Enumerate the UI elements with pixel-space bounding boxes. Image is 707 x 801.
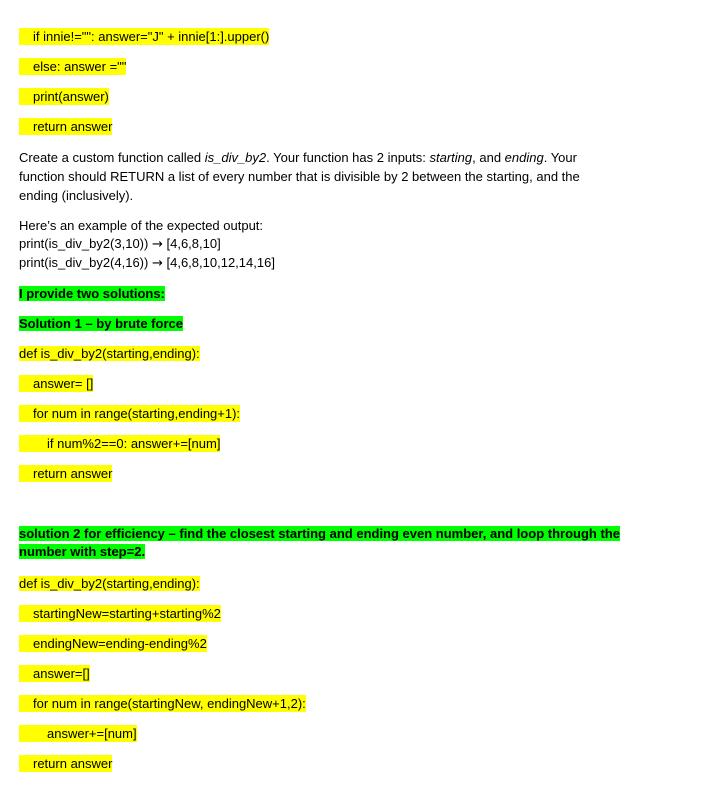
solution2-title-text: solution 2 for efficiency – find the closest starting and ending even number, and loop through the — [19, 526, 620, 541]
prompt-text: . Your function has 2 inputs: — [266, 150, 430, 165]
code-line — [19, 28, 269, 45]
example-block — [19, 217, 619, 273]
code-line — [19, 755, 112, 772]
prompt-paragraph — [19, 148, 619, 205]
code-text: def is_div_by2(starting,ending): — [19, 346, 200, 361]
code-line — [19, 725, 137, 742]
code-text: answer+=[num] — [19, 725, 137, 742]
code-line — [19, 88, 109, 105]
solutions-intro — [19, 285, 165, 302]
code-line — [19, 375, 93, 392]
solution2-title-text: number with step=2. — [19, 544, 146, 559]
code-text: endingNew=ending-ending%2 — [19, 635, 207, 652]
code-text: print(answer) — [19, 88, 109, 105]
code-text: startingNew=starting+starting%2 — [19, 605, 221, 622]
code-line — [19, 665, 90, 682]
solution1-title-text: Solution 1 – by brute force — [19, 316, 183, 331]
example-heading: Here’s an example of the expected output: — [19, 218, 264, 233]
arg-name: starting — [429, 150, 473, 165]
code-text: answer=[] — [19, 665, 90, 682]
code-line — [19, 58, 126, 75]
code-text: return answer — [19, 118, 112, 135]
code-text: return answer — [19, 755, 112, 772]
code-line — [19, 465, 112, 482]
code-line — [19, 118, 112, 135]
code-line — [19, 635, 207, 652]
code-line — [19, 605, 221, 622]
example-line — [19, 235, 619, 254]
solutions-intro-text: I provide two solutions: — [19, 286, 165, 301]
example-result: [4,6,8,10,12,14,16] — [166, 255, 275, 270]
code-line — [19, 405, 240, 422]
prompt-text: Create a custom function called — [19, 150, 205, 165]
example-call: print(is_div_by2(3,10)) — [19, 236, 149, 251]
code-line — [19, 435, 220, 452]
code-text: if num%2==0: answer+=[num] — [19, 435, 220, 452]
example-call: print(is_div_by2(4,16)) — [19, 255, 149, 270]
solution1-title — [19, 315, 183, 332]
arg-name: ending — [504, 150, 544, 165]
code-text: answer= [] — [19, 375, 93, 392]
prompt-text: , and — [472, 150, 505, 165]
arrow-icon: → — [151, 237, 163, 252]
example-line — [19, 254, 619, 273]
arrow-icon: → — [151, 256, 163, 271]
example-result: [4,6,8,10] — [166, 236, 221, 251]
code-text: return answer — [19, 465, 112, 482]
prompt-text: . Your function should RETURN a list of every number that is divisible by 2 between the starting, and the ending (inclusively). — [19, 150, 580, 203]
code-line — [19, 695, 306, 712]
code-text: for num in range(starting,ending+1): — [19, 405, 240, 422]
code-text: for num in range(startingNew, endingNew+1,2): — [19, 695, 306, 712]
function-name: is_div_by2 — [204, 150, 267, 165]
code-text: if innie!="": answer="J" + innie[1:].upper() — [19, 28, 269, 45]
solution2-title — [19, 525, 620, 561]
code-line — [19, 345, 200, 362]
code-line — [19, 575, 200, 592]
code-text: else: answer ="" — [19, 58, 126, 75]
code-text: def is_div_by2(starting,ending): — [19, 576, 200, 591]
